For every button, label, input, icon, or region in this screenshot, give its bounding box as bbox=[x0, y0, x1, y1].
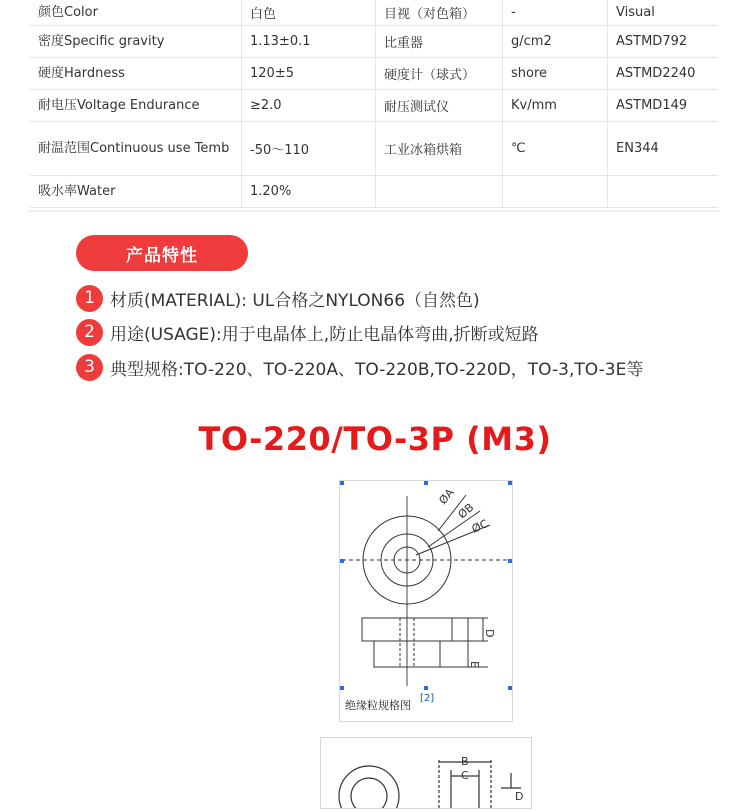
model-title: TO-220/TO-3P (M3) bbox=[198, 420, 552, 458]
feature-number-badge: 2 bbox=[76, 319, 103, 346]
table-cell: ASTMD2240 bbox=[608, 58, 719, 90]
feature-number-badge: 3 bbox=[76, 354, 103, 381]
spec-drawing-svg bbox=[340, 481, 512, 721]
feature-text: 典型规格:TO-220、TO-220A、TO-220B,TO-220D，TO-3,TO-3E等 bbox=[110, 359, 644, 380]
table-cell: 比重器 bbox=[376, 26, 503, 58]
table-row bbox=[30, 176, 718, 208]
spec-drawing-2 bbox=[320, 737, 532, 809]
table-cell: 耐压测试仪 bbox=[376, 90, 503, 122]
table-cell: 耐电压Voltage Endurance bbox=[30, 90, 242, 122]
table-cell: 硬度Hardness bbox=[30, 58, 242, 90]
table-cell: ASTMD792 bbox=[608, 26, 719, 58]
spec-drawing bbox=[339, 480, 513, 722]
spec-table bbox=[30, 0, 718, 208]
feature-text: 材质(MATERIAL): UL合格之NYLON66（自然色) bbox=[110, 290, 480, 311]
table-cell: shore bbox=[503, 58, 608, 90]
feature-item bbox=[76, 353, 643, 381]
reference-link[interactable]: [2] bbox=[420, 693, 435, 704]
table-row bbox=[30, 122, 718, 176]
table-cell: 耐温范围Continuous use Temb bbox=[30, 122, 242, 176]
table-cell bbox=[376, 176, 503, 208]
table-cell: Visual bbox=[608, 0, 719, 26]
dim-label-b: ØB bbox=[455, 500, 477, 522]
feature-text: 用途(USAGE):用于电晶体上,防止电晶体弯曲,折断或短路 bbox=[110, 324, 539, 345]
drawing-caption: 绝缘粒规格图 bbox=[345, 699, 411, 712]
feature-number-badge: 1 bbox=[76, 285, 103, 312]
dim-label-d: D bbox=[483, 629, 496, 638]
table-cell: ≥2.0 bbox=[242, 90, 376, 122]
table-row bbox=[30, 26, 718, 58]
table-cell: ASTMD149 bbox=[608, 90, 719, 122]
feature-item bbox=[76, 284, 480, 312]
table-cell: 密度Specific gravity bbox=[30, 26, 242, 58]
dim-label-b: B bbox=[461, 755, 469, 768]
spec-drawing-2-svg bbox=[321, 738, 531, 808]
table-cell bbox=[503, 176, 608, 208]
table-cell: 120±5 bbox=[242, 58, 376, 90]
table-cell: 工业冰箱烘箱 bbox=[376, 122, 503, 176]
table-row bbox=[30, 90, 718, 122]
dim-label-c: C bbox=[461, 769, 469, 782]
table-cell: 硬度计（球式） bbox=[376, 58, 503, 90]
dim-label-d: D bbox=[515, 790, 524, 803]
table-row bbox=[30, 0, 718, 26]
table-cell: 吸水率Water bbox=[30, 176, 242, 208]
table-cell: ℃ bbox=[503, 122, 608, 176]
table-cell: - bbox=[503, 0, 608, 26]
dim-label-e: E bbox=[468, 661, 481, 668]
table-cell: 1.13±0.1 bbox=[242, 26, 376, 58]
table-cell: 颜色Color bbox=[30, 0, 242, 26]
table-cell: 白色 bbox=[242, 0, 376, 26]
table-cell: 目视（对色箱） bbox=[376, 0, 503, 26]
table-cell: g/cm2 bbox=[503, 26, 608, 58]
table-row bbox=[30, 58, 718, 90]
table-cell bbox=[608, 176, 719, 208]
table-cell: 1.20% bbox=[242, 176, 376, 208]
dim-label-a: ØA bbox=[436, 486, 457, 507]
table-cell: -50～110 bbox=[242, 122, 376, 176]
table-divider bbox=[28, 210, 720, 213]
table-cell: Kv/mm bbox=[503, 90, 608, 122]
table-cell: EN344 bbox=[608, 122, 719, 176]
features-badge: 产品特性 bbox=[76, 235, 248, 271]
dim-label-c: ØC bbox=[469, 517, 491, 536]
feature-item bbox=[76, 318, 539, 346]
